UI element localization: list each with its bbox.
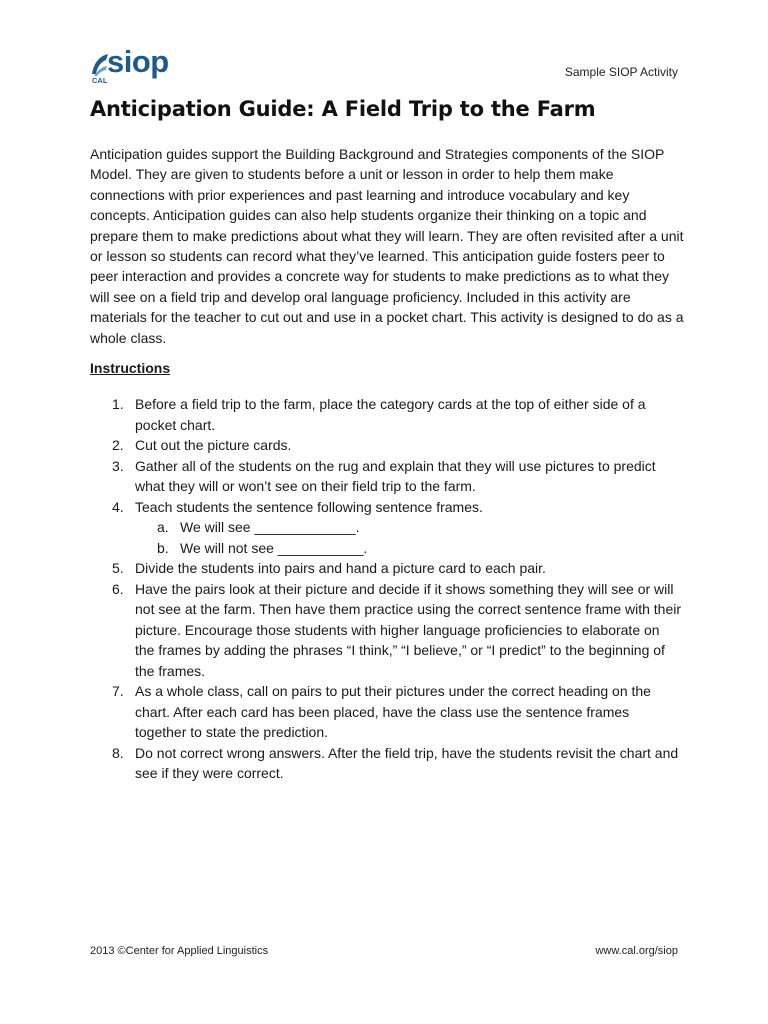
logo-cal-text: CAL bbox=[92, 76, 108, 85]
instruction-steps bbox=[90, 394, 682, 784]
substep-b bbox=[135, 538, 682, 559]
substep-text: We will see _____________. bbox=[180, 519, 360, 535]
step-1 bbox=[90, 394, 682, 435]
step-number: 5. bbox=[112, 560, 124, 576]
instructions-heading: Instructions bbox=[90, 360, 171, 376]
footer-url: www.cal.org/siop bbox=[595, 945, 678, 957]
step-text: Gather all of the students on the rug and explain that they will use pictures to predict what they will or won’t see on their field trip to the farm. bbox=[135, 457, 656, 494]
step-number: 8. bbox=[112, 744, 124, 761]
step-2 bbox=[90, 435, 682, 456]
step-text: As a whole class, call on pairs to put their pictures under the correct heading on the chart. After each card has been placed, have the class use the sentence frames together to state the prediction. bbox=[135, 683, 651, 740]
substep-a bbox=[135, 517, 682, 538]
step-number: 1. bbox=[112, 396, 124, 412]
step-number: 3. bbox=[112, 457, 124, 474]
sentence-frames bbox=[135, 517, 682, 558]
step-8 bbox=[90, 743, 682, 784]
step-number: 6. bbox=[112, 580, 124, 597]
step-text: Have the pairs look at their picture and decide if it shows something they will see or will not see at the farm. Then have them practice using the correct sentence frame with their picture. Encourage those students with higher language proficiencies to elaborate on the frames by adding the phrases “I think,” “I believe,” or “I predict” to the beginning of the frames. bbox=[135, 580, 682, 679]
substep-letter: a. bbox=[157, 519, 169, 535]
step-6 bbox=[90, 579, 682, 682]
step-number: 4. bbox=[112, 498, 124, 515]
page-title: Anticipation Guide: A Field Trip to the Farm bbox=[90, 97, 596, 121]
step-text: Do not correct wrong answers. After the field trip, have the students revisit the chart and see if they were correct. bbox=[135, 744, 679, 781]
step-text: Teach students the sentence following sentence frames. bbox=[135, 498, 483, 515]
substep-letter: b. bbox=[157, 539, 169, 556]
header-label: Sample SIOP Activity bbox=[564, 65, 678, 79]
intro-paragraph: Anticipation guides support the Building Background and Strategies components of the SIOP Model. They are given to students before a unit or lesson in order to help them make connections with prior experiences and past learning and introduce vocabulary and key concepts. Anticipation guides can also help students organize their thinking on a topic and prepare them to make predictions about what they will learn. They are often revisited after a unit or lesson so students can record what they’ve learned. This anticipation guide fosters peer to peer interaction and provides a concrete way for students to make predictions as to what they will see on a field trip and develop oral language proficiency. Included in this activity are materials for the teacher to cut out and use in a pocket chart. This activity is designed to do as a whole class. bbox=[90, 146, 684, 346]
step-5 bbox=[90, 558, 682, 579]
step-7 bbox=[90, 681, 682, 743]
substep-text: We will not see ___________. bbox=[180, 539, 368, 556]
step-number: 2. bbox=[112, 437, 124, 453]
step-4 bbox=[90, 497, 682, 559]
siop-logo bbox=[90, 44, 170, 88]
step-text: Cut out the picture cards. bbox=[135, 437, 292, 453]
step-text: Divide the students into pairs and hand a picture card to each pair. bbox=[135, 560, 546, 576]
step-3 bbox=[90, 456, 682, 497]
step-number: 7. bbox=[112, 683, 124, 699]
step-text: Before a field trip to the farm, place the category cards at the top of either side of a pocket chart. bbox=[135, 396, 646, 433]
footer-copyright: 2013 ©Center for Applied Linguistics bbox=[90, 945, 269, 957]
logo-wordmark: siop bbox=[107, 44, 169, 79]
